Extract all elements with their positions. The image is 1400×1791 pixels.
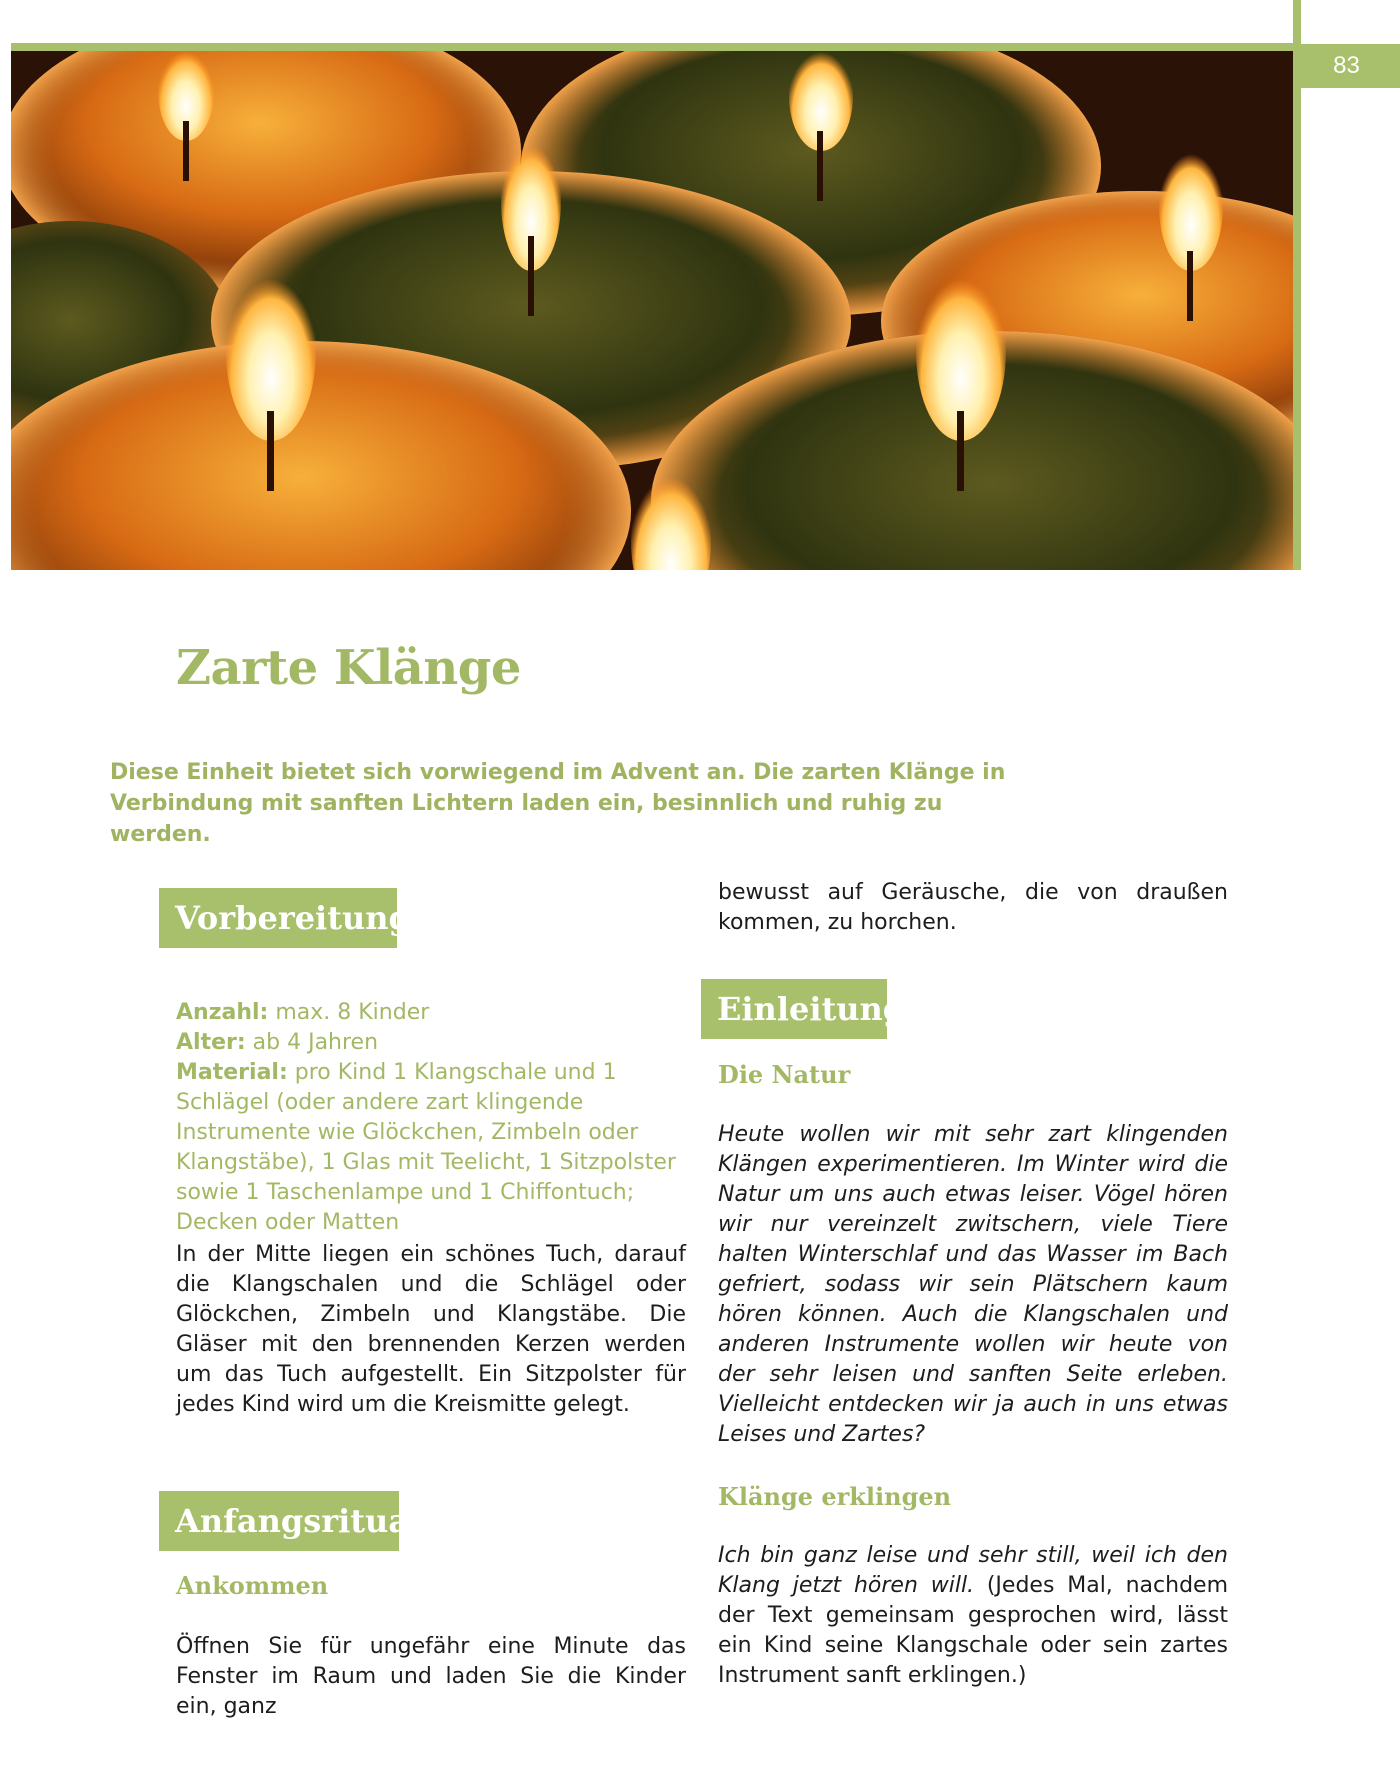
subhead-die-natur: Die Natur — [718, 1060, 851, 1089]
section-header-vorbereitung: Vorbereitung — [159, 888, 397, 948]
anfangsritual-continued: bewusst auf Geräusche, die von draußen kommen, zu horchen. — [718, 880, 1228, 935]
info-list — [176, 998, 686, 1238]
anfangsritual-text: Öffnen Sie für ungefähr eine Minute das Fenster im Raum und laden Sie die Kinder ein, ganz — [176, 1634, 686, 1719]
alter-label: Alter: — [176, 1030, 246, 1055]
intro-text: Diese Einheit bietet sich vorwiegend im Advent an. Die zarten Klänge in Verbindung mit sanften Lichtern laden ein, besinnlich und ruhig zu werden. — [110, 760, 1006, 847]
page-number: 83 — [1293, 44, 1400, 88]
anzahl-value: max. 8 Kinder — [268, 1000, 430, 1025]
top-frame-bar — [11, 43, 1296, 51]
page-title: Zarte Klänge — [176, 640, 521, 696]
anzahl-label: Anzahl: — [176, 1000, 269, 1025]
subhead-ankommen: Ankommen — [176, 1571, 329, 1600]
klaenge-text — [718, 1541, 1228, 1691]
section-header-einleitung: Einleitung — [701, 979, 887, 1039]
vorbereitung-text: In der Mitte liegen ein schönes Tuch, darauf die Klangschalen und die Schlägel oder Glöckchen, Zimbeln und Klangstäbe. Die Gläser mit den brennenden Kerzen werden um das Tuch aufgestellt. Ein Sitzpolster für jedes Kind wird um die Kreismitte gelegt. — [176, 1242, 686, 1417]
material-label: Material: — [176, 1060, 288, 1085]
material-value: pro Kind 1 Klangschale und 1 Schlägel (oder andere zart klingende Instrumente wie Glöckchen, Zimbeln oder Klangstäbe), 1 Glas mit Teelicht, 1 Sitzpolster sowie 1 Taschenlampe und 1 Chiffontuch; Decken oder Matten — [176, 1060, 676, 1235]
einleitung-text: Heute wollen wir mit sehr zart klingenden Klängen experimentieren. Im Winter wird die Natur um uns auch etwas leiser. Vögel hören wir nur vereinzelt zwitschern, viele Tiere halten Winterschlaf und das Wasser im Bach gefriert, sodass wir sein Plätschern kaum hören können. Auch die Klangschalen und anderen Instrumente wollen wir heute von der sehr leisen und sanften Seite erleben. Vielleicht entdecken wir ja auch in uns etwas Leises und Zartes? — [718, 1122, 1228, 1447]
subhead-klaenge-erklingen: Klänge erklingen — [718, 1482, 952, 1511]
section-header-anfangsritual: Anfangsritual — [159, 1491, 399, 1551]
alter-value: ab 4 Jahren — [245, 1030, 379, 1055]
verse-instruction: (Jedes Mal, nachdem der Text gemeinsam gesprochen wird, lässt ein Kind seine Klangschale oder sein zartes Instrument sanft erklingen.) — [718, 1573, 1228, 1688]
candles-photo — [11, 51, 1293, 570]
spoken-verse: Ich bin ganz leise und sehr still, weil ich den Klang jetzt hören will. — [718, 1543, 1228, 1598]
